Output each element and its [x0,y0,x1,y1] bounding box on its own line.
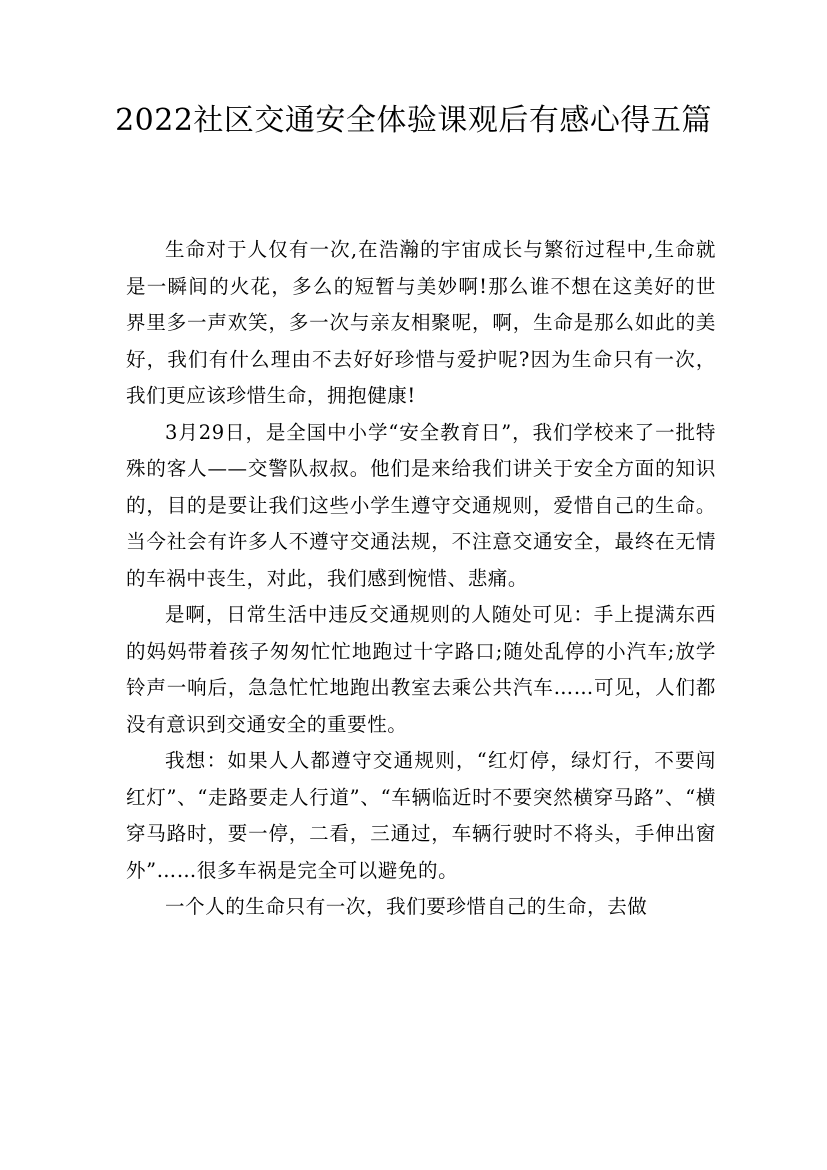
document-body [126,232,716,926]
document-title: 2022社区交通安全体验课观后有感心得五篇 [115,103,712,138]
paragraph: 我想：如果人人都遵守交通规则，“红灯停，绿灯行，不要闯红灯”、“走路要走人行道”、“车辆临近时不要突然横穿马路”、“横穿马路时，要一停，二看，三通过，车辆行驶时不将头，手伸出窗外”……很多车祸是完全可以避免的。 [126,749,716,882]
paragraph: 是啊，日常生活中违反交通规则的人随处可见：手上提满东西的妈妈带着孩子匆匆忙忙地跑过十字路口;随处乱停的小汽车;放学铃声一响后，急急忙忙地跑出教室去乘公共汽车……可见，人们都没有意识到交通安全的重要性。 [126,603,716,736]
paragraph: 一个人的生命只有一次，我们要珍惜自己的生命，去做 [165,895,648,918]
paragraph: 3月29日，是全国中小学“安全教育日”，我们学校来了一批特殊的客人——交警队叔叔。他们是来给我们讲关于安全方面的知识的，目的是要让我们这些小学生遵守交通规则，爱惜自己的生命。当今社会有许多人不遵守交通法规，不注意交通安全，最终在无情的车祸中丧生，对此，我们感到惋惜、悲痛。 [126,420,716,590]
paragraph: 生命对于人仅有一次,在浩瀚的宇宙成长与繁衍过程中,生命就是一瞬间的火花，多么的短暂与美妙啊!那么谁不想在这美好的世界里多一声欢笑，多一次与亲友相聚呢，啊，生命是那么如此的美好，我们有什么理由不去好好珍惜与爱护呢?因为生命只有一次，我们更应该珍惜生命，拥抱健康! [126,238,716,407]
